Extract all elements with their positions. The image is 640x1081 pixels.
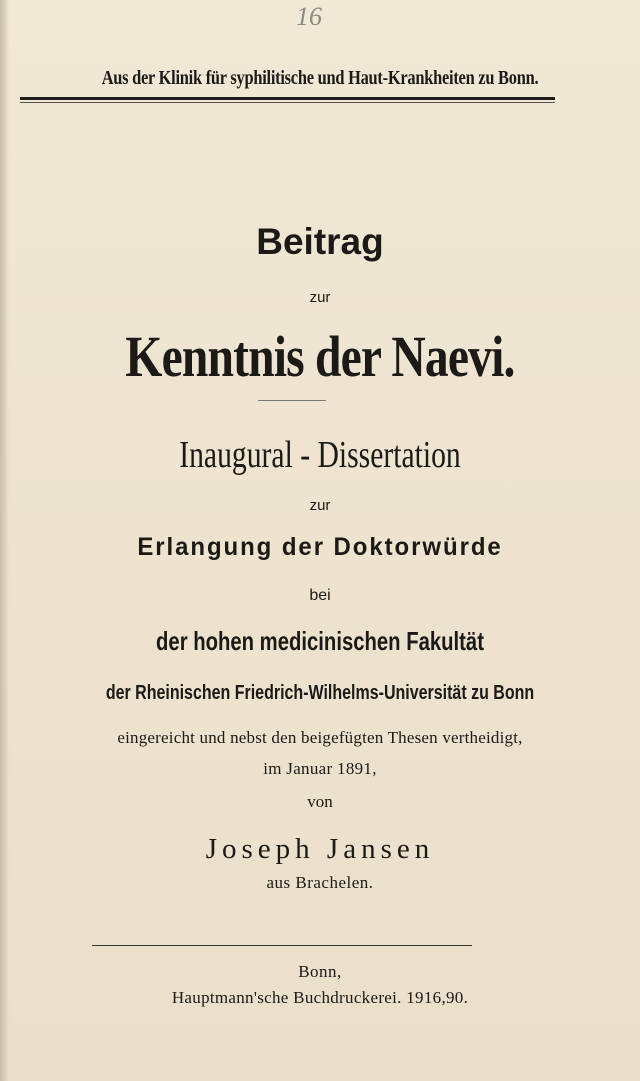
degree-purpose: Erlangung der Doktorwürde <box>137 533 503 561</box>
title-line-2: zur <box>309 289 331 306</box>
von-text: von <box>307 792 333 811</box>
imprint-place: Bonn, <box>298 962 342 981</box>
handwritten-mark: 16 <box>296 2 322 31</box>
faculty-name: der hohen medicinischen Fakultät <box>156 626 484 656</box>
imprint-printer: Hauptmann'sche Buchdruckerei. 1916,90. <box>171 988 469 1007</box>
page-edge-shadow <box>0 0 9 1081</box>
university-name: der Rheinischen Friedrich-Wilhelms-Universität zu Bonn <box>105 682 535 704</box>
submission-date: im Januar 1891, <box>263 759 377 778</box>
ornament-rule <box>258 400 326 401</box>
imprint-rule <box>92 945 472 946</box>
title-line-1: Beitrag <box>256 221 384 262</box>
submission-statement: eingereicht und nebst den beigefügten Thesen vertheidigt, <box>117 728 523 747</box>
author-name: Joseph Jansen <box>205 833 435 865</box>
dissertation-type: Inaugural - Dissertation <box>179 434 461 476</box>
author-origin: aus Brachelen. <box>266 873 374 892</box>
clinic-header: Aus der Klinik für syphilitische und Haut-Krankheiten zu Bonn. <box>101 67 539 89</box>
header-rule-thick <box>20 97 555 100</box>
bei-text: bei <box>309 587 331 604</box>
header-rule-thin <box>20 102 555 103</box>
main-title: Kenntnis der Naevi. <box>125 324 515 389</box>
zur-text: zur <box>309 497 331 514</box>
